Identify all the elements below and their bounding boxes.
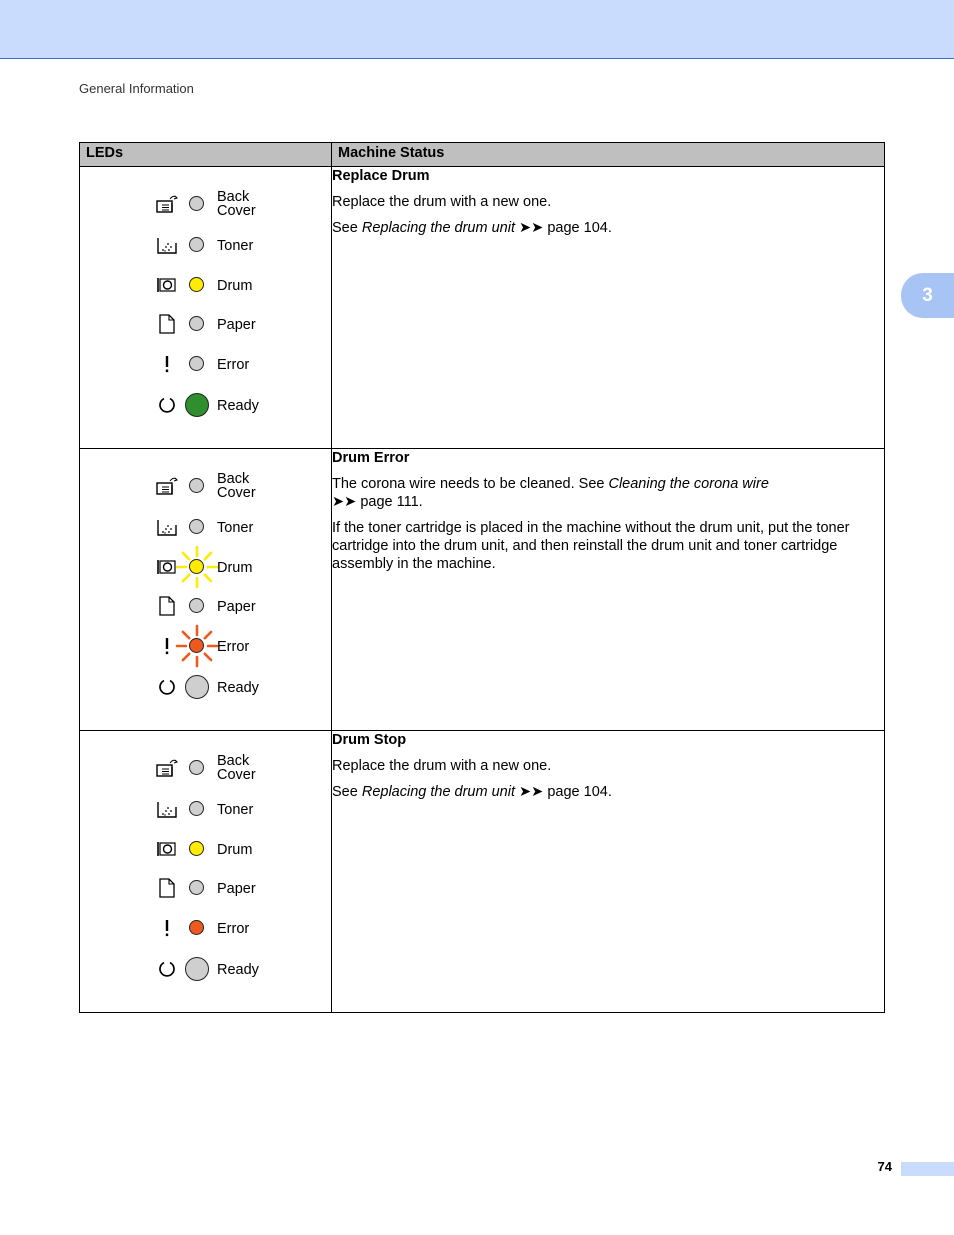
led-status-table <box>79 142 885 1013</box>
status-text: Replace the drum with a new one. <box>332 194 552 210</box>
reference-link[interactable]: Cleaning the corona wire <box>608 476 769 492</box>
led-row-paper <box>80 873 332 903</box>
double-arrow-icon: ➤➤ <box>332 494 357 510</box>
status-description-cell <box>332 167 885 449</box>
toner-icon <box>156 798 176 820</box>
led-row-back-cover <box>80 471 332 501</box>
led-indicator <box>189 237 204 252</box>
footer-band <box>901 1162 954 1176</box>
led-row-ready <box>80 390 332 420</box>
led-label: Ready <box>217 398 259 414</box>
toner-icon <box>156 234 176 256</box>
drum-icon <box>156 274 176 296</box>
toner-icon <box>156 516 176 538</box>
led-row-toner <box>80 230 332 260</box>
led-label: Back Cover <box>217 189 256 219</box>
led-panel-cell <box>80 731 332 1013</box>
led-label: Drum <box>217 560 253 576</box>
led-row-drum <box>80 270 332 300</box>
led-label: Back Cover <box>217 753 256 783</box>
error-icon <box>156 917 176 939</box>
led-row-paper <box>80 591 332 621</box>
led-indicator <box>189 801 204 816</box>
led-label: Toner <box>217 238 254 254</box>
column-header-machine-status: Machine Status <box>332 143 885 167</box>
led-panel-cell <box>80 449 332 731</box>
paper-icon <box>156 595 176 617</box>
table-row <box>80 167 885 449</box>
led-label: Error <box>217 639 250 655</box>
led-row-error <box>80 631 332 661</box>
led-row-back-cover <box>80 753 332 783</box>
led-indicator <box>189 638 204 653</box>
status-description-cell <box>332 731 885 1013</box>
led-indicator <box>189 920 204 935</box>
status-title: Drum Stop <box>332 732 407 748</box>
led-row-ready <box>80 672 332 702</box>
led-label: Toner <box>217 802 254 818</box>
led-indicator <box>189 880 204 895</box>
led-indicator <box>185 393 209 417</box>
back-cover-icon <box>156 475 176 497</box>
led-indicator <box>189 760 204 775</box>
error-icon <box>156 353 176 375</box>
drum-icon <box>156 838 176 860</box>
drum-icon <box>156 556 176 578</box>
led-indicator <box>189 277 204 292</box>
led-indicator <box>189 356 204 371</box>
header-band <box>0 0 954 59</box>
status-description-cell <box>332 449 885 731</box>
double-arrow-icon: ➤➤ <box>515 784 544 800</box>
ready-icon <box>156 394 176 416</box>
led-indicator <box>189 841 204 856</box>
led-indicator <box>189 196 204 211</box>
led-row-toner <box>80 512 332 542</box>
led-label: Ready <box>217 962 259 978</box>
double-arrow-icon: ➤➤ <box>515 220 544 236</box>
led-label: Back Cover <box>217 471 256 501</box>
table-row <box>80 731 885 1013</box>
back-cover-icon <box>156 193 176 215</box>
led-row-back-cover <box>80 189 332 219</box>
led-indicator <box>185 957 209 981</box>
status-reference: See Replacing the drum unit ➤➤ page 104. <box>332 220 612 236</box>
status-text: The corona wire needs to be cleaned. See Cleaning the corona wire ➤➤ page 111. <box>332 476 769 510</box>
led-row-ready <box>80 954 332 984</box>
back-cover-icon <box>156 757 176 779</box>
led-indicator <box>189 598 204 613</box>
led-row-drum <box>80 834 332 864</box>
paper-icon <box>156 313 176 335</box>
led-indicator <box>189 478 204 493</box>
led-indicator <box>189 316 204 331</box>
error-icon <box>156 635 176 657</box>
ready-icon <box>156 958 176 980</box>
led-row-toner <box>80 794 332 824</box>
status-title: Replace Drum <box>332 168 430 184</box>
led-label: Error <box>217 357 250 373</box>
led-label: Paper <box>217 317 256 333</box>
led-label: Drum <box>217 842 253 858</box>
reference-link[interactable]: Replacing the drum unit <box>361 784 515 800</box>
status-text: If the toner cartridge is placed in the machine without the drum unit, put the toner cartridge into the drum unit, and then reinstall the drum unit and toner cartridge assembly in the machine. <box>332 520 850 572</box>
table-row <box>80 449 885 731</box>
led-row-paper <box>80 309 332 339</box>
reference-link[interactable]: Replacing the drum unit <box>361 220 515 236</box>
led-label: Toner <box>217 520 254 536</box>
led-indicator <box>189 559 204 574</box>
led-label: Paper <box>217 881 256 897</box>
led-label: Paper <box>217 599 256 615</box>
status-title: Drum Error <box>332 450 410 466</box>
status-reference: See Replacing the drum unit ➤➤ page 104. <box>332 784 612 800</box>
led-row-error <box>80 913 332 943</box>
ready-icon <box>156 676 176 698</box>
column-header-leds: LEDs <box>80 143 332 167</box>
led-panel-cell <box>80 167 332 449</box>
page-number: 74 <box>877 1159 892 1174</box>
led-indicator <box>189 519 204 534</box>
led-row-error <box>80 349 332 379</box>
led-label: Ready <box>217 680 259 696</box>
status-text: Replace the drum with a new one. <box>332 758 552 774</box>
chapter-tab[interactable]: 3 <box>901 273 954 318</box>
led-label: Error <box>217 921 250 937</box>
led-row-drum <box>80 552 332 582</box>
paper-icon <box>156 877 176 899</box>
led-indicator <box>185 675 209 699</box>
led-label: Drum <box>217 278 253 294</box>
running-head: General Information <box>79 81 194 96</box>
